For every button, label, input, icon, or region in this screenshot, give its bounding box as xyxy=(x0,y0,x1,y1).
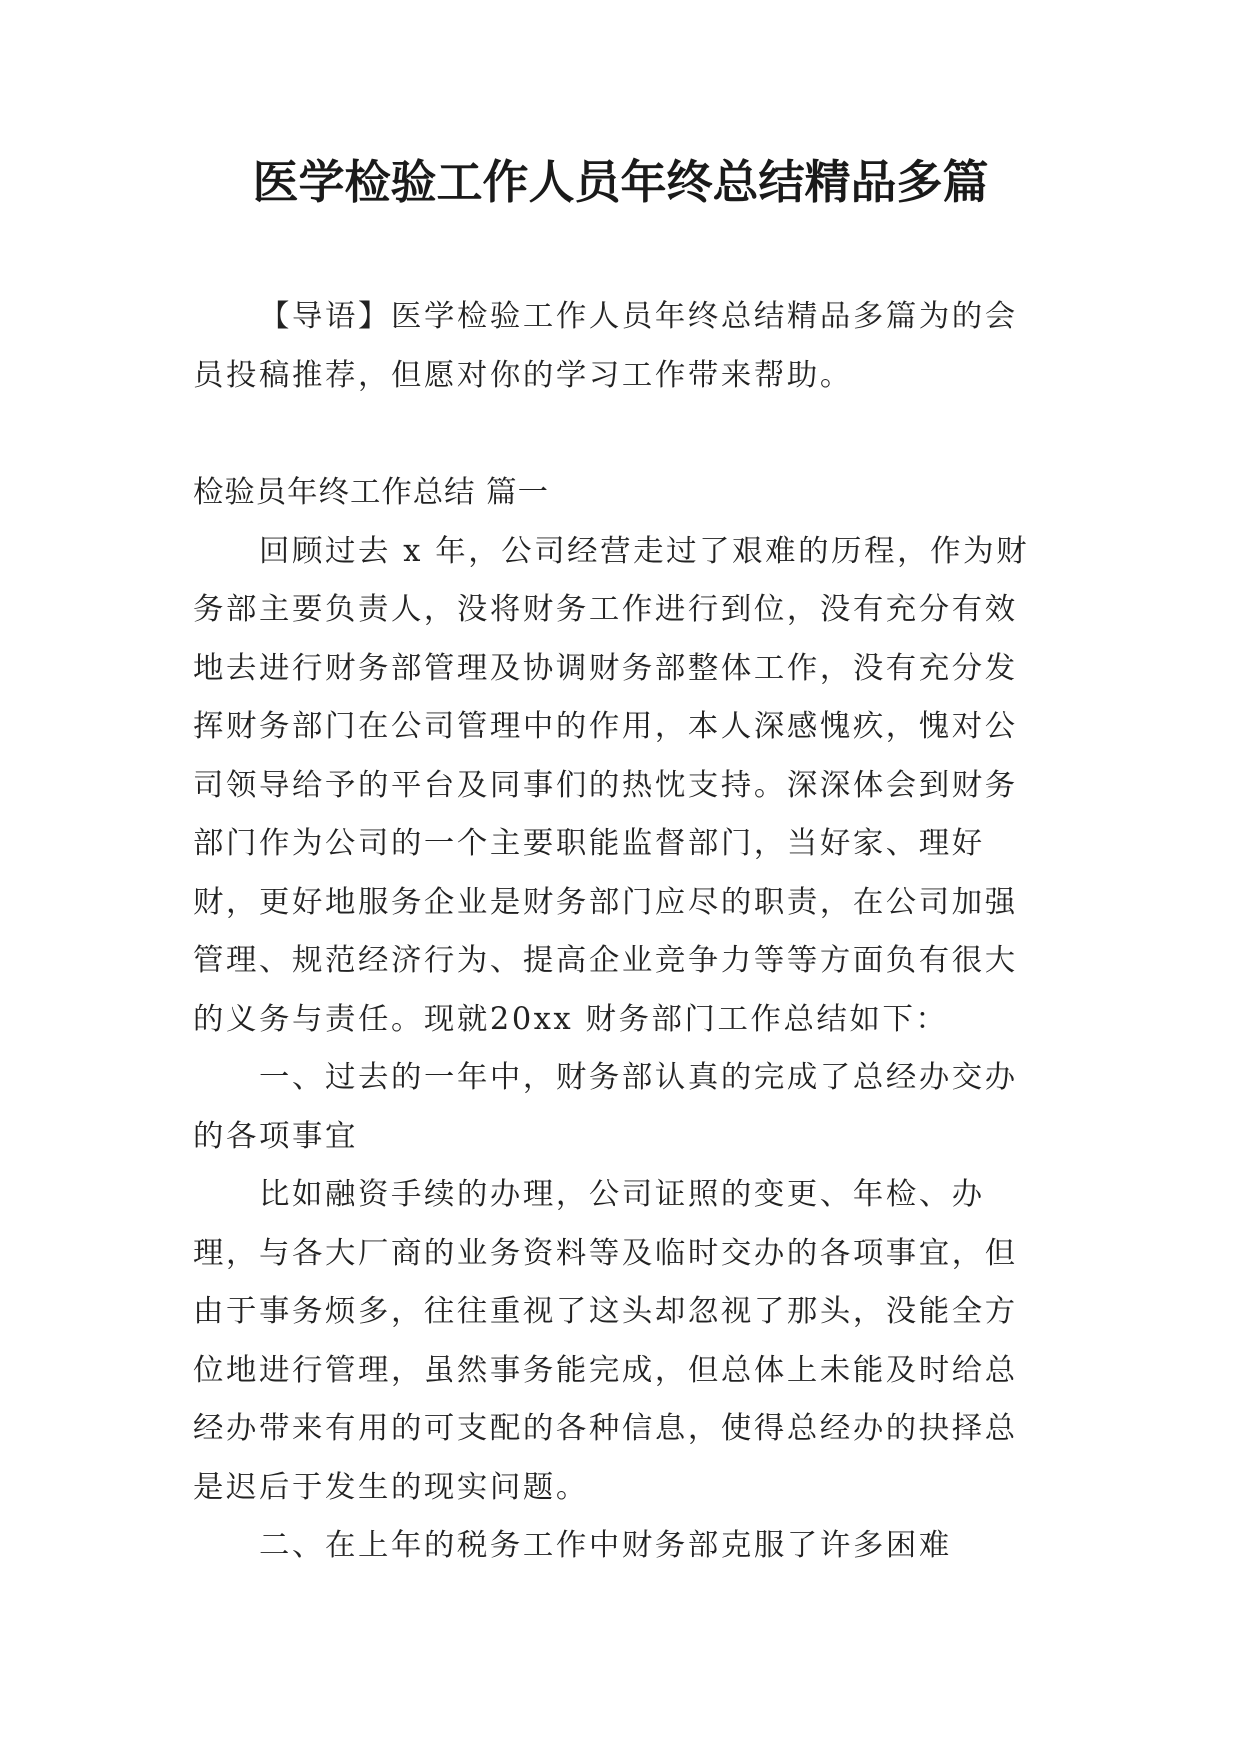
section-heading: 检验员年终工作总结 篇一 xyxy=(193,475,549,510)
body-paragraph: 一、过去的一年中，财务部认真的完成了总经办交办的各项事宜 xyxy=(193,1060,1018,1154)
body-paragraph: 比如融资手续的办理，公司证照的变更、年检、办理，与各大厂商的业务资料等及临时交办的各项事宜，但由于事务烦多，往往重视了这头却忽视了那头，没能全方位地进行管理，虽然事务能完成，但总体上未能及时给总经办带来有用的可支配的各种信息，使得总经办的抉择总是迟后于发生的现实问题。 xyxy=(193,1177,1018,1505)
intro-paragraph: 【导语】医学检验工作人员年终总结精品多篇为的会员投稿推荐，但愿对你的学习工作带来帮助。 xyxy=(193,299,1018,393)
document-title: 医学检验工作人员年终总结精品多篇 xyxy=(252,155,989,209)
body-paragraph: 回顾过去 x 年，公司经营走过了艰难的历程，作为财务部主要负责人，没将财务工作进行到位，没有充分有效地去进行财务部管理及协调财务部整体工作，没有充分发挥财务部门在公司管理中的作用，本人深感愧疚，愧对公司领导给予的平台及同事们的热忱支持。深深体会到财务部门作为公司的一个主要职能监督部门，当好家、理好财，更好地服务企业是财务部门应尽的职责，在公司加强管理、规范经济行为、提高企业竞争力等等方面负有很大的义务与责任。现就20xx 财务部门工作总结如下： xyxy=(193,533,1030,1037)
document-body xyxy=(193,288,1045,1576)
body-paragraph: 二、在上年的税务工作中财务部克服了许多困难 xyxy=(259,1528,952,1563)
